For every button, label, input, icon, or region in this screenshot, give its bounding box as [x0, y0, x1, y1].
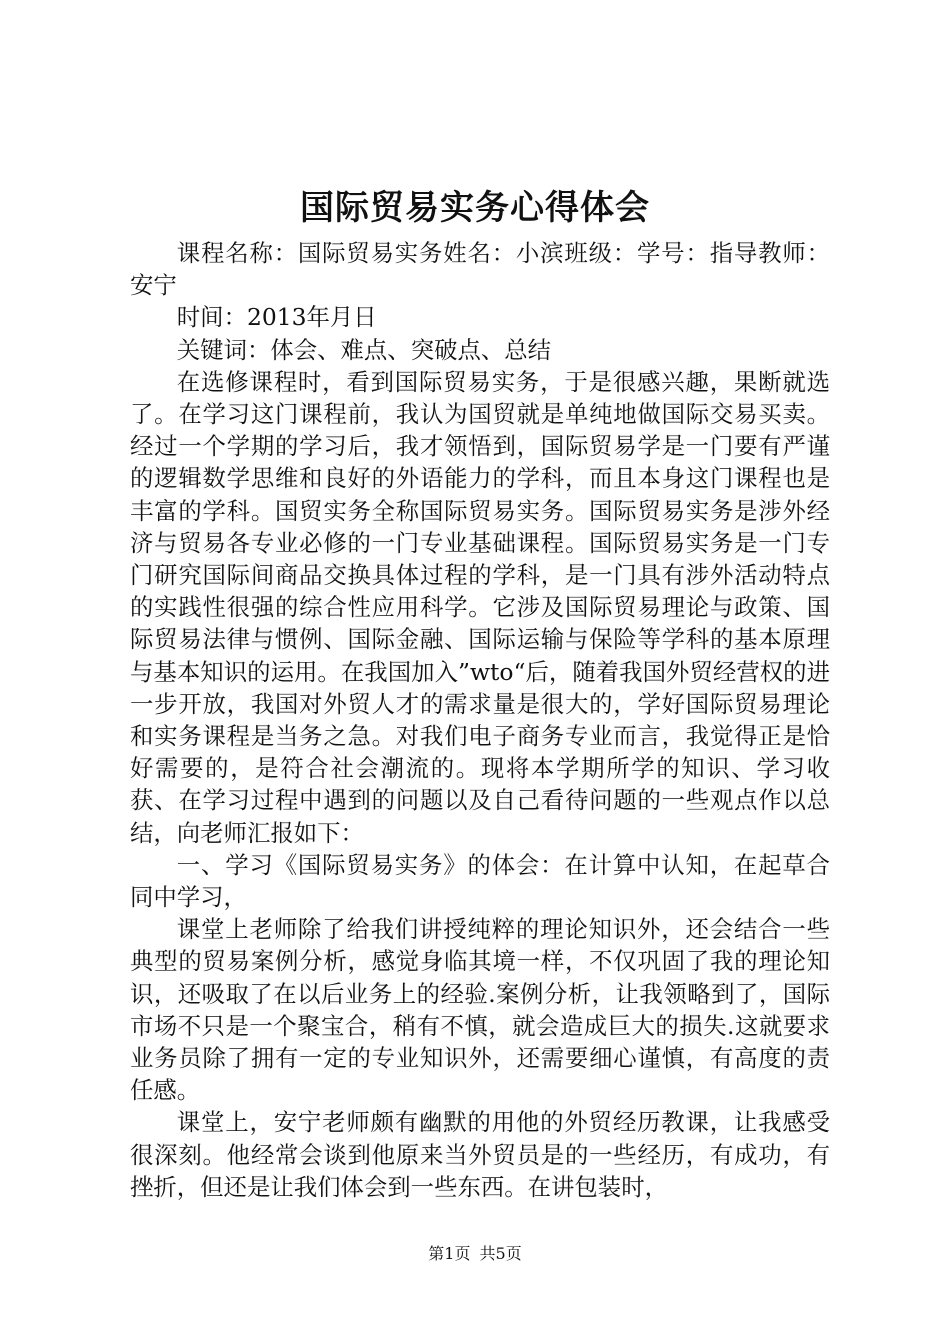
body-paragraph: 课堂上老师除了给我们讲授纯粹的理论知识外，还会结合一些典型的贸易案例分析，感觉身临其境一样，不仅巩固了我的理论知识，还吸取了在以后业务上的经验.案例分析，让我领略到了，国际市场不只是一个聚宝合，稍有不慎，就会造成巨大的损失.这就要求业务员除了拥有一定的专业知识外，还需要细心谨慎，有高度的责任感。 [130, 915, 830, 1105]
page-footer [0, 1243, 950, 1265]
page-total: 共5页 [479, 1244, 522, 1263]
date-paragraph: 时间：2013年月日 [176, 303, 377, 332]
page-number: 第1页 [428, 1244, 471, 1263]
document-title: 国际贸易实务心得体会 [300, 188, 650, 228]
keywords-paragraph: 关键词：体会、难点、突破点、总结 [176, 335, 552, 364]
body-paragraph: 在选修课程时，看到国际贸易实务，于是很感兴趣，果断就选了。在学习这门课程前，我认为国贸就是单纯地做国际交易买卖。经过一个学期的学习后，我才领悟到，国际贸易学是一门要有严谨的逻辑数学思维和良好的外语能力的学科，而且本身这门课程也是丰富的学科。国贸实务全称国际贸易实务。国际贸易实务是涉外经济与贸易各专业必修的一门专业基础课程。国际贸易实务是一门专门研究国际间商品交换具体过程的学科，是一门具有涉外活动特点的实践性很强的综合性应用科学。它涉及国际贸易理论与政策、国际贸易法律与惯例、国际金融、国际运输与保险等学科的基本原理与基本知识的运用。在我国加入”wto“后，随着我国外贸经营权的进一步开放，我国对外贸人才的需求量是很大的，学好国际贸易理论和实务课程是当务之急。对我们电子商务专业而言，我觉得正是恰好需要的，是符合社会潮流的。现将本学期所学的知识、学习收获、在学习过程中遇到的问题以及自己看待问题的一些观点作以总结，向老师汇报如下： [130, 367, 830, 847]
course-info-paragraph: 课程名称：国际贸易实务姓名：小滨班级：学号：指导教师：安宁 [130, 239, 830, 300]
document-body [130, 237, 830, 1203]
section-heading-paragraph: 一、学习《国际贸易实务》的体会：在计算中认知，在起草合同中学习， [130, 850, 830, 912]
body-paragraph: 课堂上，安宁老师颇有幽默的用他的外贸经历教课，让我感受很深刻。他经常会谈到他原来当外贸员是的一些经历，有成功，有挫折，但还是让我们体会到一些东西。在讲包装时， [130, 1108, 830, 1201]
